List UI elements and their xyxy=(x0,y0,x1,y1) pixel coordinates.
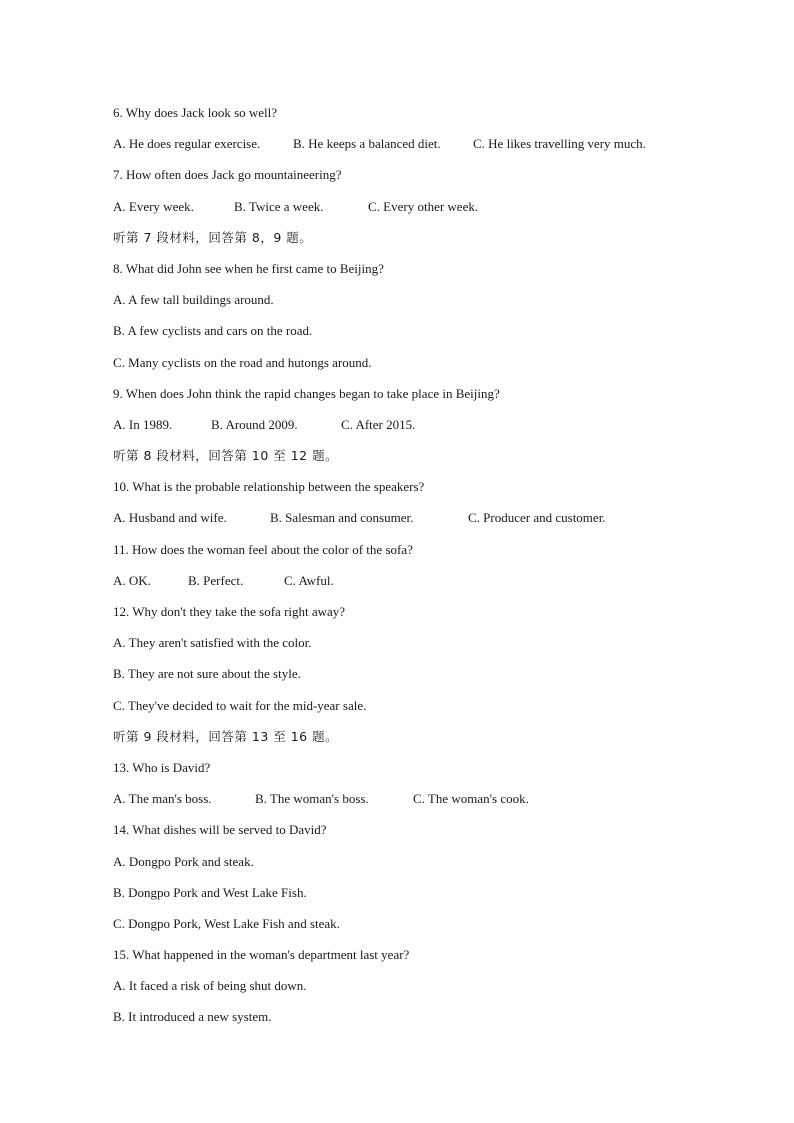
option-a: A. Husband and wife. xyxy=(113,510,227,526)
option-12b: B. They are not sure about the style. xyxy=(113,666,301,682)
option-a: A. He does regular exercise. xyxy=(113,136,261,152)
option-12c: C. They've decided to wait for the mid-year sale. xyxy=(113,697,367,713)
option-b: B. He keeps a balanced diet. xyxy=(293,136,441,152)
options-q7 xyxy=(113,194,713,225)
option-b: B. Perfect. xyxy=(188,572,244,588)
question-6: 6. Why does Jack look so well? xyxy=(113,105,278,120)
option-a: A. Every week. xyxy=(113,198,194,214)
option-c: C. Awful. xyxy=(284,572,334,588)
option-12a: A. They aren't satisfied with the color. xyxy=(113,635,312,651)
question-9: 9. When does John think the rapid changes began to take place in Beijing? xyxy=(113,385,500,401)
option-a: A. The man's boss. xyxy=(113,791,212,807)
question-12: 12. Why don't they take the sofa right away? xyxy=(113,604,346,619)
option-14b: B. Dongpo Pork and West Lake Fish. xyxy=(113,884,307,900)
options-q6 xyxy=(113,131,713,162)
option-c: C. Producer and customer. xyxy=(468,510,606,526)
section-heading-9: 听第 9 段材料，回答第 13 至 16 题。 xyxy=(113,728,339,744)
question-8: 8. What did John see when he first came to Beijing? xyxy=(113,260,384,276)
option-c: C. The woman's cook. xyxy=(413,791,529,807)
option-b: B. Twice a week. xyxy=(234,198,324,214)
options-q9 xyxy=(113,412,713,443)
option-a: A. In 1989. xyxy=(113,416,173,432)
question-7: 7. How often does Jack go mountaineering? xyxy=(113,167,342,183)
section-heading-8: 听第 8 段材料，回答第 10 至 12 题。 xyxy=(113,448,339,464)
option-8c: C. Many cyclists on the road and hutongs around. xyxy=(113,354,372,370)
option-c: C. Every other week. xyxy=(368,198,479,214)
option-8a: A. A few tall buildings around. xyxy=(113,292,274,308)
section-heading-7: 听第 7 段材料，回答第 8，9 题。 xyxy=(113,229,313,245)
option-15a: A. It faced a risk of being shut down. xyxy=(113,978,307,994)
options-q10 xyxy=(113,505,713,536)
options-q11 xyxy=(113,568,713,599)
option-c: C. After 2015. xyxy=(341,416,416,432)
question-14: 14. What dishes will be served to David? xyxy=(113,822,327,838)
option-14a: A. Dongpo Pork and steak. xyxy=(113,853,254,869)
option-b: B. Around 2009. xyxy=(211,416,298,432)
option-a: A. OK. xyxy=(113,572,151,588)
question-10: 10. What is the probable relationship between the speakers? xyxy=(113,479,425,495)
option-14c: C. Dongpo Pork, West Lake Fish and steak. xyxy=(113,915,340,931)
question-13: 13. Who is David? xyxy=(113,759,211,775)
option-15b: B. It introduced a new system. xyxy=(113,1009,272,1025)
question-11: 11. How does the woman feel about the color of the sofa? xyxy=(113,541,413,557)
option-b: B. The woman's boss. xyxy=(255,791,369,807)
option-c: C. He likes travelling very much. xyxy=(473,136,646,152)
options-q13 xyxy=(113,786,713,817)
exam-page xyxy=(113,100,713,1036)
question-15: 15. What happened in the woman's department last year? xyxy=(113,947,410,963)
option-8b: B. A few cyclists and cars on the road. xyxy=(113,323,313,339)
option-b: B. Salesman and consumer. xyxy=(270,510,414,526)
